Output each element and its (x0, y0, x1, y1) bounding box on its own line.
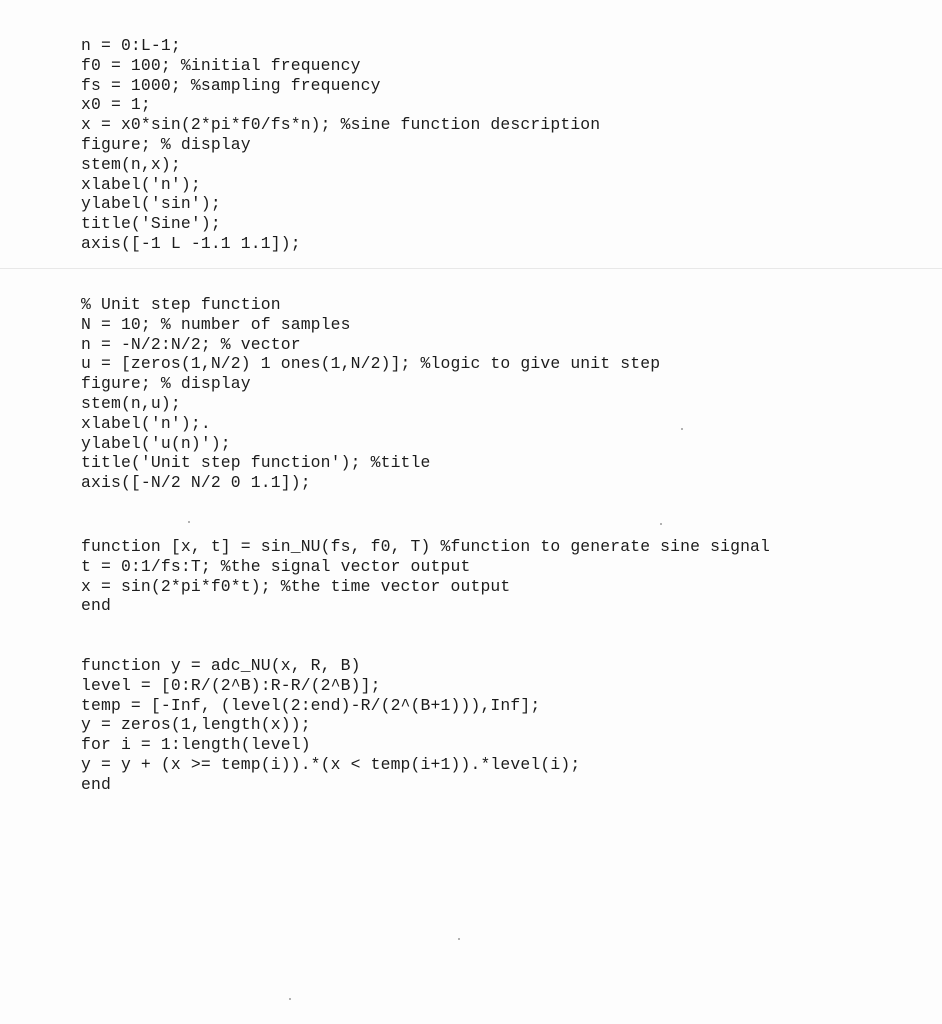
code-line: figure; % display (81, 134, 251, 154)
code-line: axis([-N/2 N/2 0 1.1]); (81, 473, 311, 493)
code-line: xlabel('n'); (81, 174, 201, 194)
code-block-sin-nu-function (81, 537, 770, 616)
code-line: end (81, 596, 111, 616)
code-line: f0 = 100; %initial frequency (81, 55, 361, 75)
code-line: y = y + (x >= temp(i)).*(x < temp(i+1)).*level(i); (81, 754, 581, 774)
code-line: ylabel('u(n)'); (81, 433, 231, 453)
code-line: % Unit step function (81, 295, 281, 314)
code-block-adc-nu-function (81, 656, 580, 795)
code-line: x = x0*sin(2*pi*f0/fs*n); %sine function description (81, 115, 601, 135)
code-line: stem(n,u); (81, 393, 181, 413)
code-line: temp = [-Inf, (level(2:end)-R/(2^(B+1))),Inf]; (81, 695, 541, 715)
code-line: x0 = 1; (81, 95, 151, 115)
code-line: function y = adc_NU(x, R, B) (81, 656, 361, 675)
scan-speck (660, 523, 662, 525)
code-line: n = 0:L-1; (81, 36, 181, 55)
code-line: xlabel('n');. (81, 413, 211, 433)
code-line: N = 10; % number of samples (81, 314, 351, 334)
scan-speck (188, 521, 190, 523)
code-line: title('Sine'); (81, 214, 221, 234)
code-block-sine (81, 36, 600, 254)
code-line: fs = 1000; %sampling frequency (81, 75, 381, 95)
code-line: axis([-1 L -1.1 1.1]); (81, 233, 301, 253)
code-line: y = zeros(1,length(x)); (81, 715, 311, 735)
code-line: figure; % display (81, 374, 251, 394)
code-line: title('Unit step function'); %title (81, 453, 431, 473)
code-line: ylabel('sin'); (81, 194, 221, 214)
code-line: level = [0:R/(2^B):R-R/(2^B)]; (81, 675, 381, 695)
code-line: stem(n,x); (81, 154, 181, 174)
scan-speck (681, 428, 683, 430)
code-block-unit-step (81, 295, 660, 493)
code-line: end (81, 774, 111, 794)
scan-seam-divider (0, 268, 942, 269)
code-line: t = 0:1/fs:T; %the signal vector output (81, 556, 471, 576)
code-line: n = -N/2:N/2; % vector (81, 334, 301, 354)
scan-speck (458, 938, 460, 940)
scan-speck (289, 998, 291, 1000)
code-line: function [x, t] = sin_NU(fs, f0, T) %function to generate sine signal (81, 537, 771, 556)
code-line: x = sin(2*pi*f0*t); %the time vector output (81, 576, 511, 596)
code-line: for i = 1:length(level) (81, 735, 311, 755)
code-line: u = [zeros(1,N/2) 1 ones(1,N/2)]; %logic to give unit step (81, 354, 661, 374)
